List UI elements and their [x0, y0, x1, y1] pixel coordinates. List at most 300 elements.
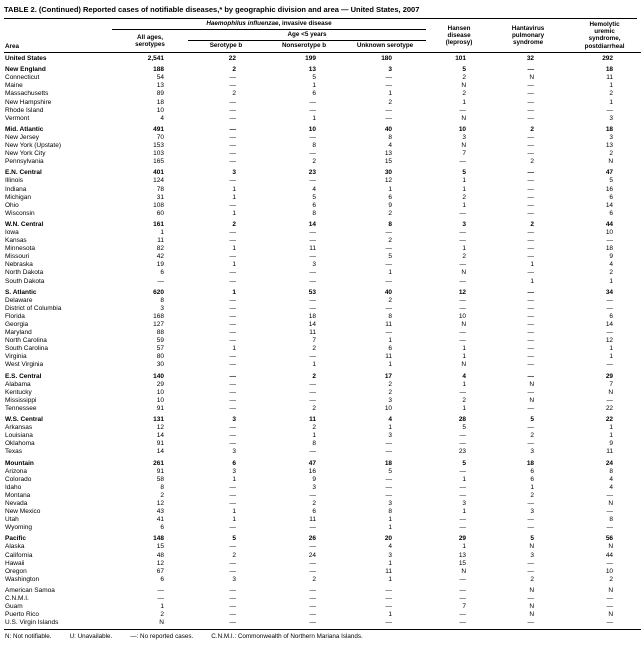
value-cell: 43 — [156, 508, 164, 516]
value-cell: — — [229, 253, 236, 261]
area-cell: Mississippi — [5, 396, 37, 404]
table-row — [4, 123, 641, 134]
value-cell: — — [459, 228, 467, 236]
value-cell: 1 — [462, 201, 467, 209]
table-row — [4, 345, 641, 353]
area-cell: District of Columbia — [5, 304, 62, 312]
area-cell: Kentucky — [5, 388, 32, 396]
value-cell: 1 — [388, 269, 393, 277]
value-cell: 8 — [312, 142, 316, 150]
value-cell: — — [527, 329, 535, 337]
value-cell: — — [527, 106, 535, 114]
area-cell: Alabama — [5, 380, 31, 388]
value-cell: 1 — [609, 432, 614, 440]
value-cell: 2 — [609, 150, 614, 158]
value-cell: — — [309, 448, 316, 456]
area-cell: U.S. Virgin Islands — [4, 619, 112, 630]
value-cell: 11 — [385, 567, 393, 575]
value-cell: N — [529, 611, 535, 619]
table-row — [4, 457, 641, 468]
value-cell: 53 — [308, 288, 316, 296]
table-row — [4, 568, 641, 576]
value-cell: 15 — [384, 158, 393, 166]
value-cell: — — [229, 82, 236, 90]
value-cell: 3 — [530, 448, 535, 456]
table-row — [4, 405, 641, 413]
value-cell: 5 — [388, 467, 393, 475]
value-cell: 3 — [312, 483, 316, 491]
area-cell: Delaware — [5, 296, 33, 304]
value-cell: 6 — [530, 475, 535, 483]
footnote-no-reported-cases: —: No reported cases. — [130, 633, 194, 641]
table-row — [4, 90, 641, 98]
table-body — [4, 52, 641, 630]
value-cell: 30 — [384, 169, 393, 177]
table-row — [4, 361, 641, 369]
area-cell: Mid. Atlantic — [5, 125, 44, 133]
value-cell: 9 — [609, 440, 614, 448]
value-cell: 48 — [156, 551, 164, 559]
value-cell: — — [309, 396, 316, 404]
value-cell: — — [459, 209, 467, 217]
value-cell: 1 — [530, 261, 535, 269]
table-row — [4, 229, 641, 237]
value-cell: N — [608, 611, 614, 619]
value-cell: 13 — [156, 82, 164, 90]
table-row — [4, 99, 641, 107]
value-cell: — — [229, 603, 236, 611]
area-cell: New Mexico — [5, 508, 41, 516]
value-cell: 6 — [609, 193, 614, 201]
value-cell: 18 — [605, 245, 614, 253]
area-cell: Maryland — [5, 329, 32, 337]
value-cell: — — [229, 499, 236, 507]
area-cell: Florida — [5, 312, 25, 320]
value-cell: 8 — [388, 133, 393, 141]
table-header — [4, 19, 641, 52]
value-cell: 22 — [605, 416, 614, 424]
value-cell: 28 — [458, 416, 467, 424]
value-cell: — — [385, 595, 393, 603]
table-row — [4, 492, 641, 500]
table-row — [4, 177, 641, 185]
value-cell: — — [527, 567, 535, 575]
value-cell: — — [229, 98, 236, 106]
value-cell: 101 — [426, 52, 492, 63]
value-cell: — — [527, 193, 535, 201]
value-cell: 41 — [156, 516, 164, 524]
table-row — [4, 52, 641, 63]
value-cell: N — [461, 321, 467, 329]
area-cell: Kansas — [5, 237, 27, 245]
value-cell: 5 — [462, 459, 467, 467]
value-cell: — — [426, 619, 492, 630]
value-cell: 491 — [153, 125, 164, 133]
value-cell: N — [529, 543, 535, 551]
value-cell: — — [459, 524, 467, 532]
area-cell: Vermont — [5, 114, 30, 122]
value-cell: — — [385, 440, 393, 448]
table-row — [4, 329, 641, 337]
value-cell: 89 — [156, 90, 164, 98]
value-cell: 4 — [312, 185, 316, 193]
table-row — [4, 440, 641, 448]
value-cell: — — [385, 329, 393, 337]
area-cell: North Dakota — [5, 269, 44, 277]
value-cell: N — [461, 82, 467, 90]
value-cell: 14 — [308, 220, 316, 228]
value-cell: 8 — [160, 483, 164, 491]
value-cell: N — [461, 142, 467, 150]
area-cell: Arizona — [5, 467, 28, 475]
column-header-hantavirus — [492, 19, 564, 52]
value-cell: — — [229, 312, 236, 320]
value-cell: — — [459, 329, 467, 337]
value-cell: — — [459, 304, 467, 312]
table-row — [4, 381, 641, 389]
hansen-label: Hansen disease (leprosy) — [445, 24, 473, 46]
value-cell: — — [527, 142, 535, 150]
value-cell: — — [527, 90, 535, 98]
value-cell: — — [459, 337, 467, 345]
value-cell: 6 — [160, 524, 164, 532]
value-cell: — — [385, 228, 393, 236]
area-cell: Massachusetts — [5, 90, 49, 98]
area-cell: New England — [5, 66, 46, 74]
hib-group-italic-label: Haemophilus influenzae — [206, 20, 279, 27]
area-cell: Ohio — [5, 201, 19, 209]
value-cell: 11 — [385, 353, 393, 361]
value-cell: 3 — [388, 499, 393, 507]
value-cell: 7 — [312, 337, 316, 345]
value-cell: 3 — [388, 551, 393, 559]
value-cell: — — [229, 74, 236, 82]
value-cell: — — [229, 388, 236, 396]
value-cell: N — [608, 543, 614, 551]
area-cell: Arkansas — [5, 424, 33, 432]
value-cell: 1 — [530, 483, 535, 491]
value-cell: 2 — [312, 372, 316, 380]
value-cell: — — [309, 277, 316, 285]
value-cell: 3 — [232, 448, 236, 456]
value-cell: — — [309, 388, 316, 396]
value-cell: — — [459, 440, 467, 448]
value-cell: — — [527, 440, 535, 448]
value-cell: 1 — [462, 380, 467, 388]
value-cell: — — [229, 329, 236, 337]
value-cell: 2 — [388, 380, 393, 388]
area-cell: Wisconsin — [5, 209, 35, 217]
value-cell: — — [492, 619, 564, 630]
area-cell: S. Atlantic — [5, 288, 37, 296]
column-header-all-ages — [112, 30, 188, 52]
value-cell: — — [229, 440, 236, 448]
value-cell: — — [527, 337, 535, 345]
value-cell: 2 — [530, 125, 535, 133]
value-cell: — — [459, 575, 467, 583]
value-cell: — — [459, 611, 467, 619]
value-cell: 1 — [462, 404, 467, 412]
value-cell: — — [527, 150, 535, 158]
value-cell: — — [606, 106, 614, 114]
value-cell: 82 — [156, 245, 164, 253]
value-cell: 3 — [232, 169, 236, 177]
value-cell: 1 — [232, 508, 236, 516]
table-row — [4, 476, 641, 484]
value-cell: 1 — [609, 353, 614, 361]
value-cell: 3 — [462, 133, 467, 141]
value-cell: 108 — [153, 201, 164, 209]
all-ages-label: All ages, serotypes — [135, 33, 165, 48]
value-cell: 56 — [605, 535, 614, 543]
value-cell: — — [385, 483, 393, 491]
table-row — [4, 413, 641, 424]
value-cell: 1 — [388, 90, 393, 98]
value-cell: — — [527, 595, 535, 603]
value-cell: — — [309, 253, 316, 261]
value-cell: 11 — [309, 329, 316, 337]
value-cell: 1 — [232, 516, 236, 524]
table-row — [4, 432, 641, 440]
table-row — [4, 166, 641, 177]
value-cell: — — [459, 277, 467, 285]
footnote-unavailable: U: Unavailable. — [69, 633, 113, 641]
value-cell: 44 — [605, 220, 614, 228]
value-cell: — — [606, 603, 614, 611]
value-cell: 2 — [312, 499, 316, 507]
value-cell: — — [309, 491, 316, 499]
value-cell: 8 — [388, 508, 393, 516]
value-cell: 8 — [312, 209, 316, 217]
value-cell: 131 — [153, 416, 164, 424]
value-cell: — — [527, 228, 535, 236]
area-cell: Tennessee — [5, 404, 37, 412]
value-cell: 1 — [232, 261, 236, 269]
value-cell: 11 — [606, 74, 614, 82]
value-cell: — — [527, 296, 535, 304]
area-cell: C.N.M.I. — [5, 595, 29, 603]
value-cell: 24 — [308, 551, 316, 559]
value-cell: — — [157, 586, 164, 594]
value-cell: — — [527, 66, 535, 74]
value-cell: 18 — [384, 459, 393, 467]
value-cell: 12 — [156, 424, 164, 432]
table-row — [4, 194, 641, 202]
table-row — [4, 552, 641, 560]
value-cell: — — [229, 142, 236, 150]
value-cell: 14 — [605, 321, 614, 329]
value-cell: — — [385, 106, 393, 114]
table-title: TABLE 2. (Continued) Reported cases of notifiable diseases,* by geographic division and area — United States, 2007 — [4, 5, 637, 19]
value-cell: — — [229, 611, 236, 619]
table-row — [4, 107, 641, 115]
value-cell: 2 — [462, 253, 467, 261]
column-group-age-under5: Age <5 years — [188, 30, 426, 41]
value-cell: 161 — [153, 220, 164, 228]
value-cell: — — [229, 337, 236, 345]
value-cell: 80 — [156, 353, 164, 361]
value-cell: N — [608, 158, 614, 166]
area-cell: New York City — [5, 150, 46, 158]
value-cell: 5 — [462, 169, 467, 177]
value-cell: N — [529, 586, 535, 594]
table-row — [4, 595, 641, 603]
value-cell: 1 — [609, 424, 614, 432]
value-cell: 54 — [156, 74, 164, 82]
table-row — [4, 532, 641, 543]
value-cell: 18 — [156, 98, 164, 106]
value-cell: 20 — [384, 535, 393, 543]
value-cell: — — [527, 98, 535, 106]
value-cell: — — [459, 595, 467, 603]
area-cell: Wyoming — [5, 524, 33, 532]
value-cell: — — [459, 432, 467, 440]
value-cell: N — [529, 603, 535, 611]
value-cell: — — [229, 277, 236, 285]
value-cell: 3 — [609, 133, 614, 141]
value-cell: — — [527, 185, 535, 193]
value-cell: 8 — [160, 296, 164, 304]
value-cell: 3 — [530, 551, 535, 559]
value-cell: — — [385, 114, 393, 122]
value-cell: 6 — [530, 467, 535, 475]
value-cell: — — [309, 304, 316, 312]
column-group-hib — [112, 19, 426, 30]
value-cell: 1 — [312, 82, 316, 90]
table-row — [4, 63, 641, 74]
value-cell: 29 — [605, 372, 614, 380]
footnote-not-notifiable: N: Not notifiable. — [5, 633, 52, 641]
value-cell: — — [229, 361, 236, 369]
value-cell: 12 — [384, 177, 393, 185]
value-cell: 11 — [309, 416, 316, 424]
value-cell: 6 — [232, 459, 236, 467]
value-cell: 15 — [458, 559, 467, 567]
value-cell: 70 — [156, 133, 164, 141]
value-cell: 2 — [232, 551, 236, 559]
table-row — [4, 134, 641, 142]
area-cell: Missouri — [5, 253, 30, 261]
value-cell: — — [606, 491, 614, 499]
value-cell: 60 — [156, 209, 164, 217]
value-cell: — — [229, 491, 236, 499]
value-cell: 6 — [312, 201, 316, 209]
table-row — [4, 337, 641, 345]
value-cell: — — [229, 353, 236, 361]
value-cell: 10 — [605, 228, 614, 236]
area-cell: Idaho — [5, 483, 22, 491]
table-row — [4, 584, 641, 595]
value-cell: 12 — [605, 337, 614, 345]
value-cell: 180 — [344, 52, 426, 63]
value-cell: — — [527, 253, 535, 261]
value-cell: 9 — [312, 475, 316, 483]
value-cell: 1 — [160, 603, 164, 611]
value-cell: 124 — [153, 177, 164, 185]
value-cell: 88 — [156, 329, 164, 337]
value-cell: 4 — [609, 261, 614, 269]
table-row — [4, 389, 641, 397]
value-cell: 140 — [153, 372, 164, 380]
value-cell: N — [461, 269, 467, 277]
value-cell: — — [606, 396, 614, 404]
value-cell: — — [459, 491, 467, 499]
value-cell: 1 — [530, 277, 535, 285]
value-cell: 23 — [458, 448, 467, 456]
value-cell: 2 — [530, 158, 535, 166]
value-cell: — — [229, 158, 236, 166]
value-cell: 1 — [232, 245, 236, 253]
table-row — [4, 524, 641, 532]
value-cell: 47 — [605, 169, 614, 177]
area-cell: North Carolina — [5, 337, 47, 345]
value-cell: — — [527, 345, 535, 353]
value-cell: — — [229, 106, 236, 114]
value-cell: 2 — [232, 66, 236, 74]
value-cell: 42 — [156, 253, 164, 261]
area-cell: Texas — [5, 448, 22, 456]
area-cell: Nevada — [5, 499, 28, 507]
value-cell: 16 — [308, 467, 316, 475]
value-cell: 1 — [609, 98, 614, 106]
value-cell: — — [229, 201, 236, 209]
value-cell: — — [309, 150, 316, 158]
value-cell: 103 — [153, 150, 164, 158]
area-cell: Illinois — [5, 177, 24, 185]
value-cell: 14 — [605, 201, 614, 209]
area-cell: Mountain — [5, 459, 34, 467]
value-cell: 401 — [153, 169, 164, 177]
value-cell: 1 — [462, 353, 467, 361]
value-cell: — — [229, 567, 236, 575]
value-cell: 9 — [388, 201, 393, 209]
value-cell: — — [229, 296, 236, 304]
value-cell: 1 — [232, 185, 236, 193]
area-cell: Colorado — [5, 475, 32, 483]
value-cell: 1 — [312, 114, 316, 122]
value-cell: 2 — [312, 345, 316, 353]
value-cell: 2 — [609, 575, 614, 583]
table-row — [4, 560, 641, 568]
value-cell: — — [309, 524, 316, 532]
value-cell: — — [527, 312, 535, 320]
value-cell: 2,541 — [112, 52, 188, 63]
value-cell: 44 — [605, 551, 614, 559]
value-cell: — — [606, 296, 614, 304]
table-row — [4, 543, 641, 551]
table-row — [4, 468, 641, 476]
value-cell: 10 — [156, 396, 164, 404]
value-cell: 1 — [462, 543, 467, 551]
value-cell: — — [527, 245, 535, 253]
value-cell: — — [527, 177, 535, 185]
value-cell: N — [461, 567, 467, 575]
area-cell: Montana — [5, 491, 31, 499]
value-cell: 18 — [605, 125, 614, 133]
value-cell: — — [527, 559, 535, 567]
area-cell: Michigan — [5, 193, 32, 201]
value-cell: 1 — [388, 611, 393, 619]
area-cell: West Virginia — [5, 361, 44, 369]
value-cell: — — [527, 499, 535, 507]
value-cell: 7 — [462, 603, 467, 611]
value-cell: 22 — [605, 404, 614, 412]
value-cell: 3 — [232, 467, 236, 475]
value-cell: 11 — [157, 237, 164, 245]
table-row — [4, 313, 641, 321]
table-row — [4, 158, 641, 166]
value-cell: 22 — [188, 52, 264, 63]
